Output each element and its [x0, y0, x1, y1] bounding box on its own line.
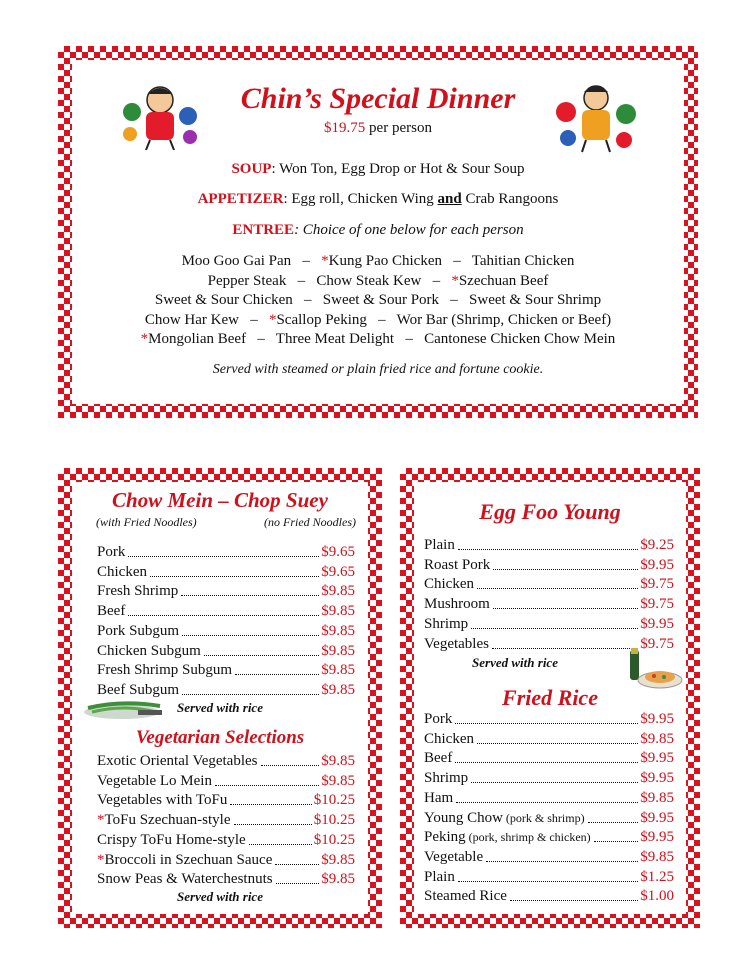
menu-item-price: $9.25 [640, 537, 674, 553]
dot-leader [204, 655, 320, 656]
egg-foo-young-panel [414, 482, 686, 914]
spicy-star: * [268, 311, 277, 328]
menu-item-name [97, 851, 272, 869]
menu-item-price: $9.75 [640, 576, 674, 593]
menu-item-name [424, 536, 455, 554]
menu-item-label: Snow Peas & Waterchestnuts [97, 871, 273, 888]
sub-with-noodles: (with Fried Noodles) [96, 515, 197, 529]
dot-leader [182, 694, 319, 695]
menu-item-row [97, 851, 355, 869]
special-served-note: Served with steamed or plain fried rice and fortune cookie. [212, 362, 544, 377]
menu-item-name [97, 870, 273, 888]
menu-item-price: $9.85 [321, 871, 355, 888]
menu-item-label: Ham [424, 789, 454, 806]
dot-leader [455, 723, 638, 724]
soup-text: : Won Ton, Egg Drop or Hot & Sour Soup [271, 161, 525, 177]
menu-item-price: $9.95 [640, 829, 674, 846]
menu-item-row [97, 582, 355, 600]
menu-item-label: Vegetable Lo Mein [97, 772, 212, 789]
menu-item-price: $10.25 [313, 831, 355, 848]
menu-item-label: Vegetables with ToFu [97, 792, 228, 809]
menu-item-name [424, 828, 591, 846]
menu-item-label: Young Chow [424, 809, 503, 826]
menu-item-price: $9.85 [321, 622, 355, 639]
menu-item-name [97, 543, 125, 561]
menu-item-row [424, 595, 674, 613]
soup-line [72, 161, 684, 178]
menu-item-price: $9.85 [321, 753, 355, 769]
dot-leader [477, 743, 638, 744]
menu-item-name [424, 575, 474, 593]
menu-item-row [424, 887, 674, 905]
menu-item-row [97, 811, 355, 829]
dot-leader [492, 648, 638, 649]
menu-item-price: $9.95 [640, 615, 674, 632]
dot-leader [128, 556, 319, 557]
menu-item-name [97, 602, 125, 620]
dot-leader [471, 782, 638, 783]
menu-item-row [424, 575, 674, 593]
appetizer-text-b: Crab Rangoons [461, 191, 559, 207]
menu-item-price: $9.65 [321, 563, 355, 580]
menu-item-name [424, 615, 468, 633]
menu-item-label: Crispy ToFu Home-style [97, 831, 246, 848]
appetizer-and: and [437, 191, 462, 207]
menu-item-row [97, 870, 355, 888]
appetizer-text-a: : Egg roll, Chicken Wing [283, 191, 438, 207]
menu-item-label: Shrimp [424, 615, 469, 632]
dot-leader [215, 785, 319, 786]
menu-item-price: $1.00 [640, 888, 674, 905]
dot-leader [458, 881, 638, 882]
chow-mein-note: Served with rice [177, 700, 263, 715]
menu-item-label: Chicken [97, 563, 147, 580]
menu-item-name [424, 769, 468, 787]
chow-mein-panel [72, 482, 368, 914]
entree-label: ENTREE [232, 222, 295, 238]
menu-item-name [97, 642, 201, 660]
menu-item-price: $9.95 [640, 809, 674, 826]
menu-item-price: $9.85 [640, 848, 674, 865]
entree-text: Sweet & Sour Chicken – Sweet & Sour Pork – Sweet & Sour Shrimp [154, 292, 602, 309]
menu-item-row [424, 848, 674, 866]
menu-item-name [97, 752, 258, 770]
menu-item-label: Vegetables [424, 635, 489, 652]
spicy-star: * [97, 812, 105, 829]
menu-item-price: $9.95 [640, 770, 674, 787]
chow-mein-title: Chow Mein – Chop Suey [112, 488, 328, 512]
egg-foo-young-list [424, 536, 674, 656]
menu-item-price: $9.85 [640, 789, 674, 806]
menu-item-name [97, 811, 231, 829]
menu-item-detail: (pork, shrimp & chicken) [465, 830, 591, 845]
menu-item-price: $9.85 [321, 662, 355, 679]
menu-item-price: $1.25 [640, 868, 674, 885]
menu-item-price: $9.95 [640, 750, 674, 767]
entree-list [72, 252, 684, 350]
menu-item-label: Chicken [424, 576, 474, 593]
menu-item-label: Beef Subgum [97, 681, 180, 698]
menu-item-label: Roast Pork [424, 556, 491, 573]
dot-leader [234, 824, 312, 825]
dot-leader [477, 588, 638, 589]
dot-leader [588, 822, 639, 823]
appetizer-label: APPETIZER [197, 191, 284, 207]
menu-item-label: Vegetable [424, 848, 484, 865]
special-dinner-title: Chin’s Special Dinner [240, 82, 516, 115]
menu-item-price: $9.95 [640, 556, 674, 573]
menu-item-label: Chicken [424, 730, 474, 747]
spicy-star: * [321, 253, 329, 269]
entree-text: Pepper Steak – Chow Steak Kew – [207, 272, 452, 289]
menu-item-row [97, 772, 355, 790]
menu-item-price: $9.85 [321, 583, 355, 600]
dot-leader [230, 804, 311, 805]
menu-item-name [97, 563, 147, 581]
dot-leader [249, 844, 312, 845]
special-price-value: $19.75 [324, 120, 366, 136]
menu-item-name [97, 622, 179, 640]
menu-item-row [424, 615, 674, 633]
menu-item-label: Beef [97, 603, 126, 620]
entree-line-item [72, 291, 684, 311]
menu-item-name [424, 868, 455, 886]
menu-item-price: $9.85 [321, 772, 355, 789]
appetizer-line [72, 191, 684, 208]
menu-item-price: $9.95 [640, 711, 674, 727]
menu-item-name [424, 848, 483, 866]
menu-item-row [97, 622, 355, 640]
dot-leader [181, 595, 319, 596]
menu-item-price: $9.65 [321, 544, 355, 560]
menu-item-row [97, 543, 355, 561]
dot-leader [493, 569, 638, 570]
entree-line-item [72, 330, 684, 350]
chow-mein-list [97, 543, 355, 703]
egg-foo-young-note: Served with rice [472, 655, 558, 670]
menu-item-label: Beef [424, 750, 453, 767]
menu-item-name [424, 710, 452, 728]
menu-item-name [97, 772, 212, 790]
fried-rice-title: Fried Rice [502, 685, 598, 710]
dot-leader [471, 628, 638, 629]
menu-item-row [424, 730, 674, 748]
spicy-star: * [451, 272, 459, 289]
spicy-star: * [140, 331, 149, 348]
menu-item-name [424, 556, 490, 574]
entree-text: Kung Pao Chicken – Tahitian Chicken [328, 253, 575, 269]
menu-item-name [97, 661, 232, 679]
menu-item-row [424, 809, 674, 827]
menu-item-label: Pork Subgum [97, 622, 180, 639]
dot-leader [275, 864, 319, 865]
menu-item-label: Fresh Shrimp [97, 583, 179, 600]
dot-leader [486, 861, 638, 862]
entree-text: Mongolian Beef – Three Meat Delight – Cantonese Chicken Chow Mein [148, 331, 616, 348]
menu-item-name [424, 749, 452, 767]
entree-line [72, 222, 684, 239]
menu-item-price: $9.85 [321, 681, 355, 698]
menu-item-price: $10.25 [313, 792, 355, 809]
soup-label: SOUP [231, 161, 272, 177]
menu-item-row [97, 563, 355, 581]
menu-item-label: Broccoli in Szechuan Sauce [104, 851, 273, 868]
menu-item-name [424, 789, 453, 807]
menu-item-price: $9.85 [321, 851, 355, 868]
menu-item-row [424, 536, 674, 554]
menu-item-row [424, 556, 674, 574]
menu-item-label: Pork [97, 544, 126, 560]
dot-leader [261, 765, 320, 766]
menu-item-row [97, 752, 355, 770]
menu-item-row [424, 868, 674, 886]
menu-item-price: $9.75 [640, 635, 674, 652]
dot-leader [493, 608, 638, 609]
menu-item-price: $9.75 [640, 596, 674, 613]
menu-item-label: Chicken Subgum [97, 642, 201, 659]
menu-item-name [424, 595, 490, 613]
menu-item-name [424, 887, 507, 905]
menu-item-label: Mushroom [424, 596, 490, 613]
special-dinner-panel [72, 60, 684, 404]
menu-item-label: ToFu Szechuan-style [104, 812, 231, 829]
menu-item-label: Fresh Shrimp Subgum [97, 662, 233, 679]
entree-text: Scallop Peking – Wor Bar (Shrimp, Chicken or Beef) [276, 311, 612, 328]
fried-rice-list [424, 710, 674, 910]
menu-item-name [424, 809, 585, 827]
menu-item-row [424, 789, 674, 807]
menu-item-row [97, 602, 355, 620]
entree-line-item [72, 252, 684, 272]
menu-item-label: Plain [424, 537, 455, 553]
special-price-suffix: per person [365, 120, 432, 136]
menu-item-row [97, 642, 355, 660]
menu-item-name [97, 791, 227, 809]
menu-item-row [424, 769, 674, 787]
spicy-star: * [97, 851, 105, 868]
dot-leader [455, 762, 638, 763]
menu-item-price: $10.25 [313, 812, 355, 829]
entree-text: Chow Har Kew – [144, 311, 269, 328]
dot-leader [150, 576, 319, 577]
menu-item-name [424, 730, 474, 748]
entree-text: Moo Goo Gai Pan – [181, 253, 322, 269]
vegetarian-list [97, 752, 355, 892]
dot-leader [510, 900, 638, 901]
menu-item-label: Steamed Rice [424, 888, 507, 905]
menu-item-name [97, 831, 246, 849]
menu-item-price: $9.85 [321, 603, 355, 620]
menu-item-row [97, 791, 355, 809]
egg-foo-young-title: Egg Foo Young [479, 499, 621, 524]
menu-item-row [97, 831, 355, 849]
vegetarian-title: Vegetarian Selections [135, 727, 305, 748]
menu-item-name [424, 635, 489, 653]
menu-item-row [97, 661, 355, 679]
sub-no-noodles: (no Fried Noodles) [264, 515, 356, 529]
entree-line-item [72, 311, 684, 331]
entree-text: Szechuan Beef [458, 272, 549, 289]
dot-leader [128, 615, 319, 616]
dot-leader [276, 883, 320, 884]
dot-leader [456, 802, 638, 803]
menu-item-price: $9.85 [321, 642, 355, 659]
menu-item-label: Peking [424, 829, 466, 846]
dot-leader [458, 549, 638, 550]
menu-item-row [424, 828, 674, 846]
menu-item-label: Exotic Oriental Vegetables [97, 753, 258, 769]
menu-item-price: $9.85 [640, 730, 674, 747]
menu-item-row [424, 749, 674, 767]
dot-leader [182, 635, 319, 636]
dot-leader [594, 841, 639, 842]
chow-mein-subtitles [96, 515, 356, 530]
menu-item-detail: (pork & shrimp) [502, 810, 585, 825]
dot-leader [235, 674, 319, 675]
menu-item-label: Shrimp [424, 770, 469, 787]
menu-item-label: Plain [424, 868, 455, 885]
entree-line-item [72, 272, 684, 292]
special-dinner-price [72, 120, 684, 137]
menu-item-row [424, 710, 674, 728]
vegetarian-note: Served with rice [177, 889, 263, 904]
entree-text: : Choice of one below for each person [294, 222, 524, 238]
menu-item-name [97, 582, 178, 600]
menu-item-label: Pork [424, 711, 453, 727]
